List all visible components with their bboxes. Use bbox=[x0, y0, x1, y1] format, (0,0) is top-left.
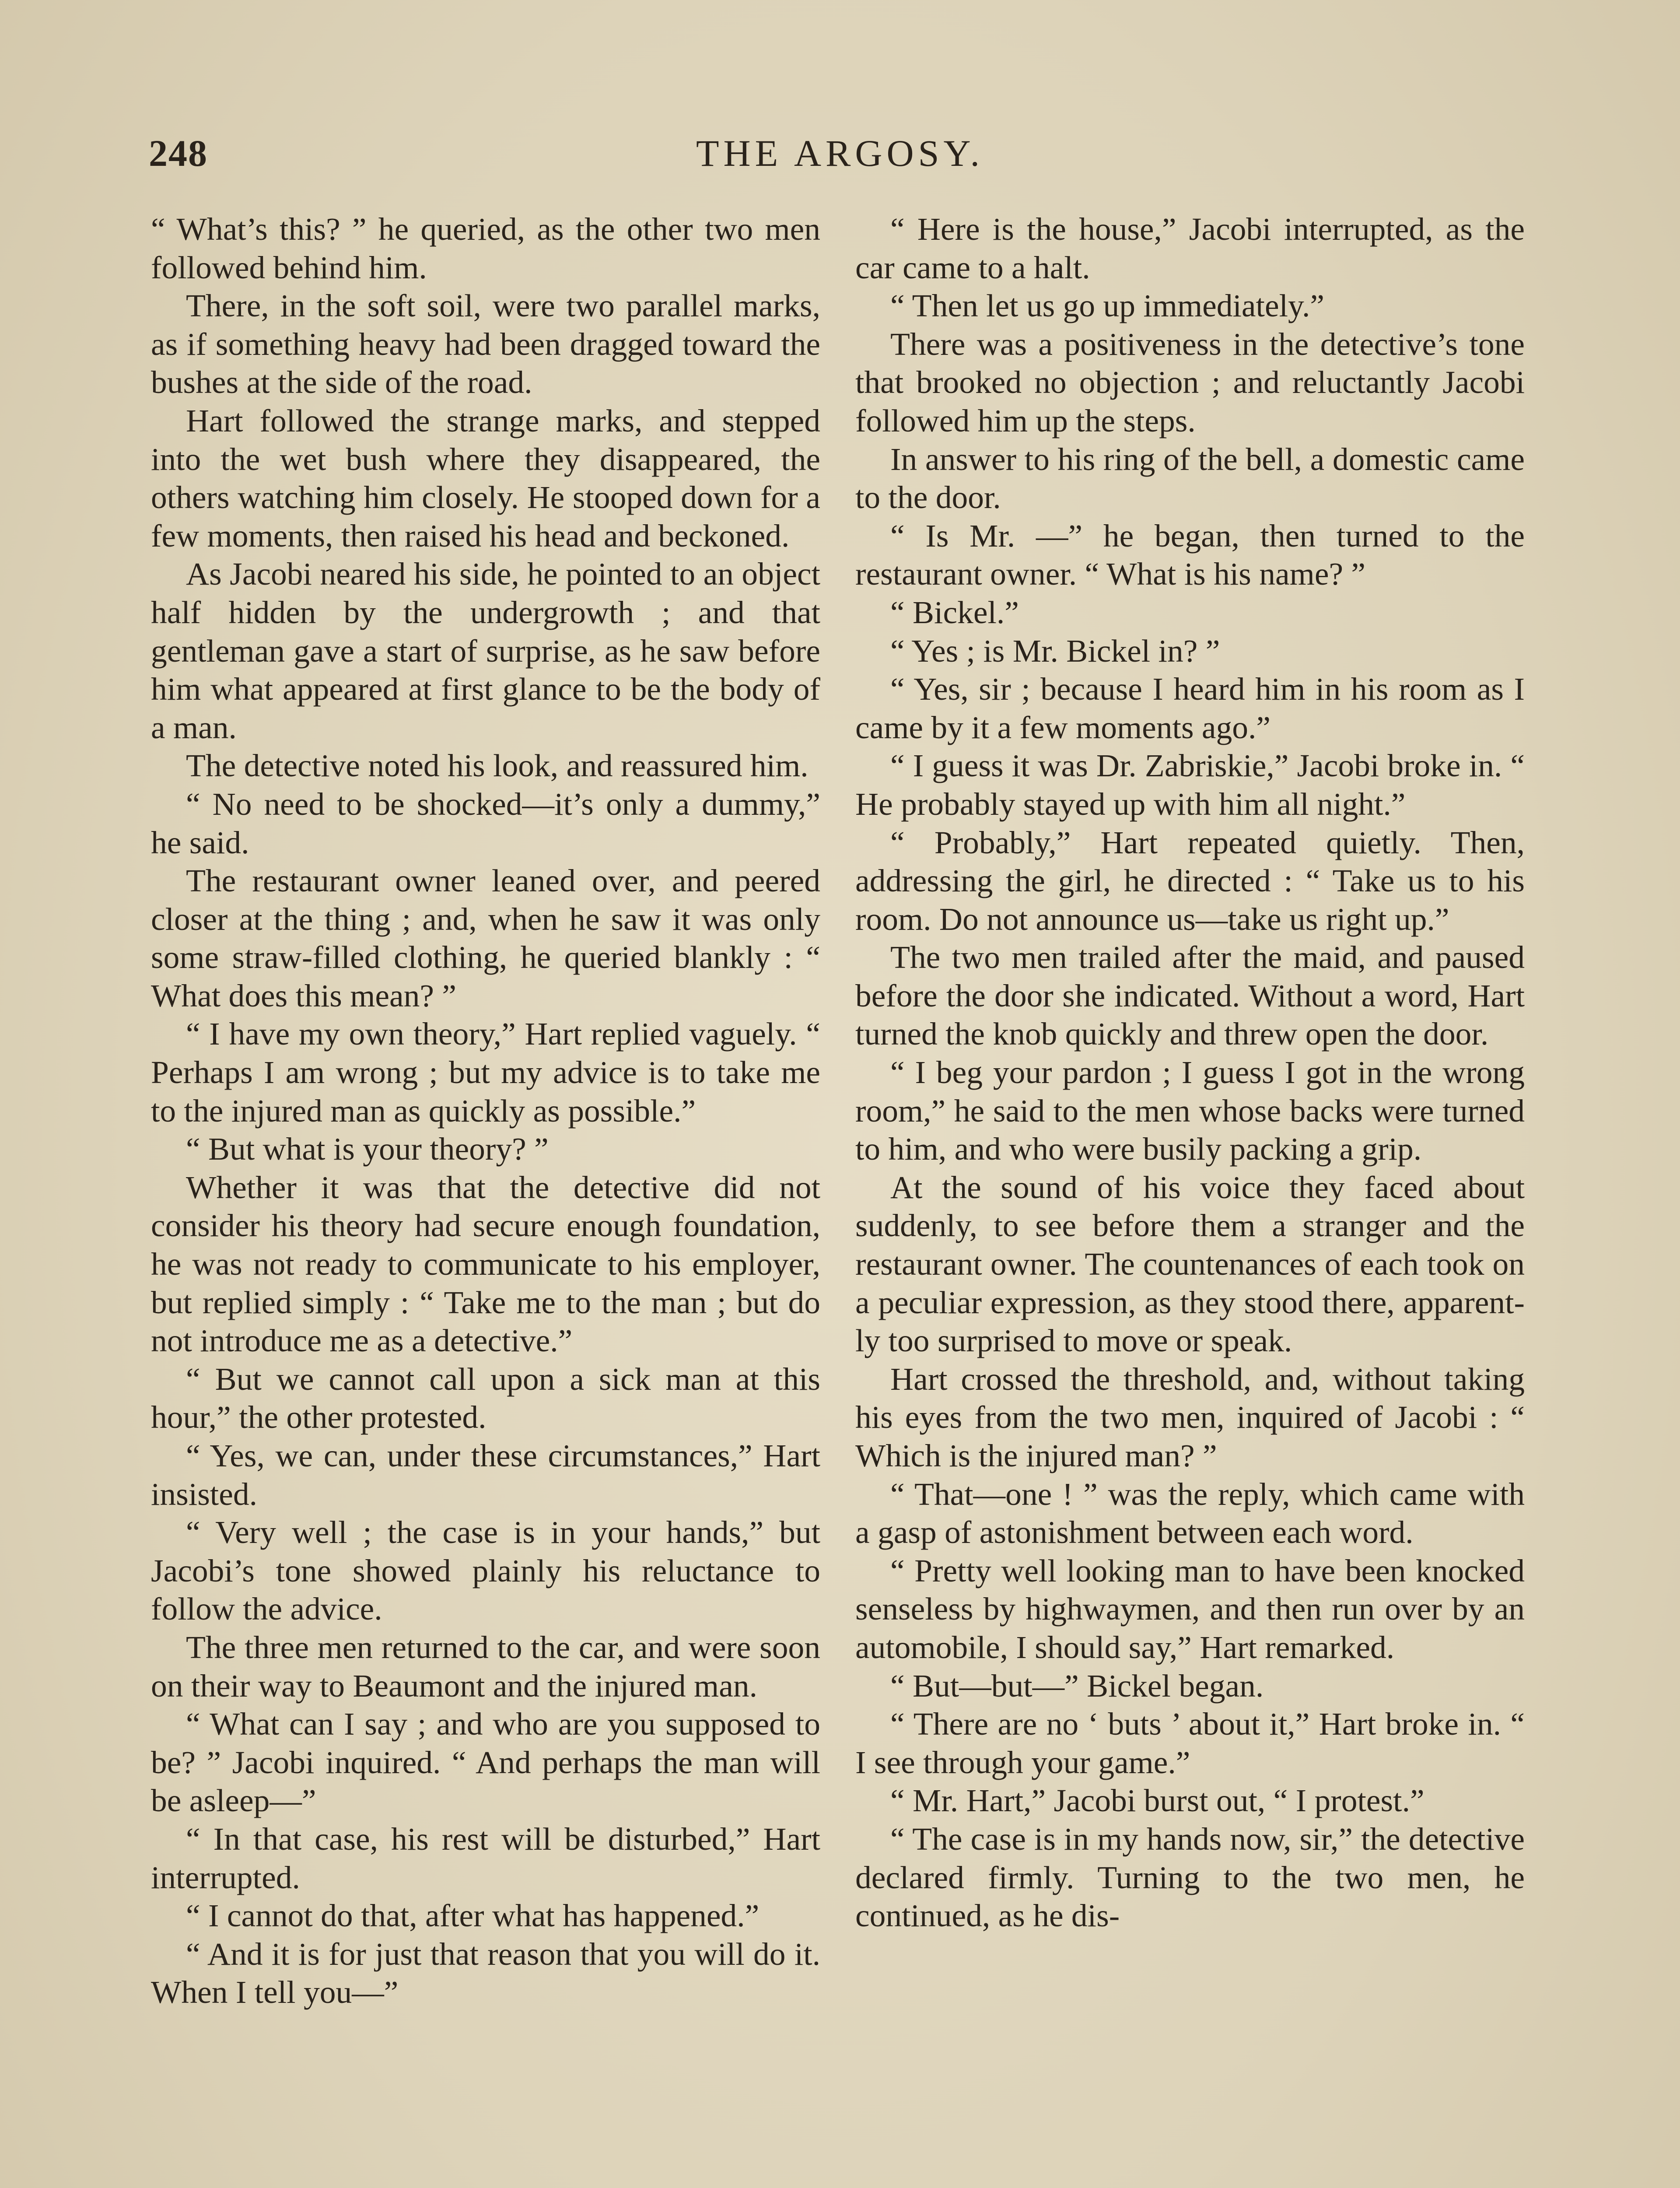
paragraph: Whether it was that the detective did not consider his theory had secure enough foundation, he was not ready to communicate to his employer, but replied simply : “ Take me to the man ; but do not introduce me as a detective.” bbox=[151, 1169, 820, 1359]
paragraph: “ What can I say ; and who are you supposed to be? ” Jacobi inquired. “ And perhaps the man will be asleep—” bbox=[151, 1706, 820, 1819]
paragraph: “ I beg your pardon ; I guess I got in the wrong room,” he said to the men whose backs were turned to him, and who were busily packing a grip. bbox=[855, 1055, 1525, 1167]
paragraph: “ In that case, his rest will be disturbed,” Hart interrupted. bbox=[151, 1821, 820, 1895]
paragraph: “ I guess it was Dr. Zabriskie,” Jacobi broke in. “ He probably stayed up with him all night.” bbox=[855, 748, 1525, 822]
paragraph: As Jacobi neared his side, he pointed to an object half hidden by the undergrowth ; and that gentleman gave a start of surprise, as he saw before him what appeared at first glance to be the body of a man. bbox=[151, 556, 820, 745]
paragraph: The two men trailed after the maid, and paused before the door she indicated. Without a word, Hart turned the knob quickly and threw open the door. bbox=[855, 940, 1525, 1052]
paragraph: “ No need to be shocked—it’s only a dummy,” he said. bbox=[151, 786, 820, 860]
paragraph: “ What’s this? ” he queried, as the other two men followed behind him. bbox=[151, 211, 820, 285]
paragraph: “ I have my own theory,” Hart replied vaguely. “ Perhaps I am wrong ; but my advice is to take me to the injured man as quickly as possible.” bbox=[151, 1016, 820, 1129]
paragraph: At the sound of his voice they faced about suddenly, to see before them a stranger and the restaurant owner. The countenances of each took on a peculiar expression, as they stood there, apparently too surprised to move or speak. bbox=[855, 1169, 1525, 1359]
paragraph: “ Here is the house,” Jacobi interrupted, as the car came to a halt. bbox=[855, 211, 1525, 285]
right-column bbox=[855, 210, 1525, 1935]
paragraph: “ Probably,” Hart repeated quietly. Then, addressing the girl, he directed : “ Take us to his room. Do not announce us—take us right up.” bbox=[855, 824, 1525, 937]
paragraph: “ But what is your theory? ” bbox=[186, 1131, 549, 1167]
paragraph: “ Then let us go up immediately.” bbox=[890, 288, 1324, 324]
paragraph: “ Yes, we can, under these circumstances,” Hart insisted. bbox=[151, 1438, 820, 1512]
paragraph: “ There are no ‘ buts ’ about it,” Hart broke in. “ I see through your game.” bbox=[855, 1706, 1525, 1780]
running-title: THE ARGOSY. bbox=[696, 132, 984, 174]
paragraph: The three men returned to the car, and were soon on their way to Beaumont and the injured man. bbox=[151, 1629, 820, 1704]
paragraph: “ But—but—” Bickel began. bbox=[890, 1668, 1264, 1704]
paragraph: “ Is Mr. —” he began, then turned to the restaurant owner. “ What is his name? ” bbox=[855, 518, 1525, 592]
paragraph: The detective noted his look, and reassured him. bbox=[186, 748, 808, 784]
paragraph: “ And it is for just that reason that you will do it. When I tell you—” bbox=[151, 1936, 820, 2010]
paragraph: “ But we cannot call upon a sick man at this hour,” the other protested. bbox=[151, 1361, 820, 1435]
paragraph: “ I cannot do that, after what has happened.” bbox=[186, 1898, 760, 1934]
paragraph: There, in the soft soil, were two parallel marks, as if something heavy had been dragged toward the bushes at the side of the road. bbox=[151, 288, 820, 400]
paragraph: “ That—one ! ” was the reply, which came with a gasp of astonishment between each word. bbox=[855, 1476, 1525, 1550]
paragraph: “ Pretty well looking man to have been knocked senseless by highwaymen, and then run over by an automobile, I should say,” Hart remarked. bbox=[855, 1553, 1525, 1665]
paragraph: In answer to his ring of the bell, a domestic came to the door. bbox=[855, 441, 1525, 515]
paragraph: “ Yes, sir ; because I heard him in his room as I came by it a few moments ago.” bbox=[855, 671, 1525, 745]
paragraph: “ Bickel.” bbox=[890, 594, 1019, 630]
left-column bbox=[151, 210, 820, 2012]
paragraph: The restaurant owner leaned over, and peered closer at the thing ; and, when he saw it was only some straw-filled clothing, he queried blankly : “ What does this mean? ” bbox=[151, 863, 820, 1013]
paragraph: “ The case is in my hands now, sir,” the detective declared firmly. Turning to the two men, he continued, as he dis- bbox=[855, 1821, 1525, 1934]
paragraph: “ Very well ; the case is in your hands,” but Jacobi’s tone showed plainly his reluctance to follow the advice. bbox=[151, 1515, 820, 1627]
paragraph: Hart followed the strange marks, and stepped into the wet bush where they disappeared, the others watching him closely. He stooped down for a few moments, then raised his head and beckoned. bbox=[151, 403, 820, 554]
paragraph: Hart crossed the threshold, and, without taking his eyes from the two men, inquired of Jacobi : “ Which is the injured man? ” bbox=[855, 1361, 1525, 1473]
page-header bbox=[149, 131, 1531, 188]
page-number: 248 bbox=[149, 132, 208, 174]
paragraph: There was a positiveness in the detective’s tone that brooked no objection ; and reluctantly Jacobi followed him up the steps. bbox=[855, 326, 1525, 438]
paragraph: “ Yes ; is Mr. Bickel in? ” bbox=[890, 633, 1220, 669]
paragraph: “ Mr. Hart,” Jacobi burst out, “ I protest.” bbox=[890, 1783, 1424, 1819]
